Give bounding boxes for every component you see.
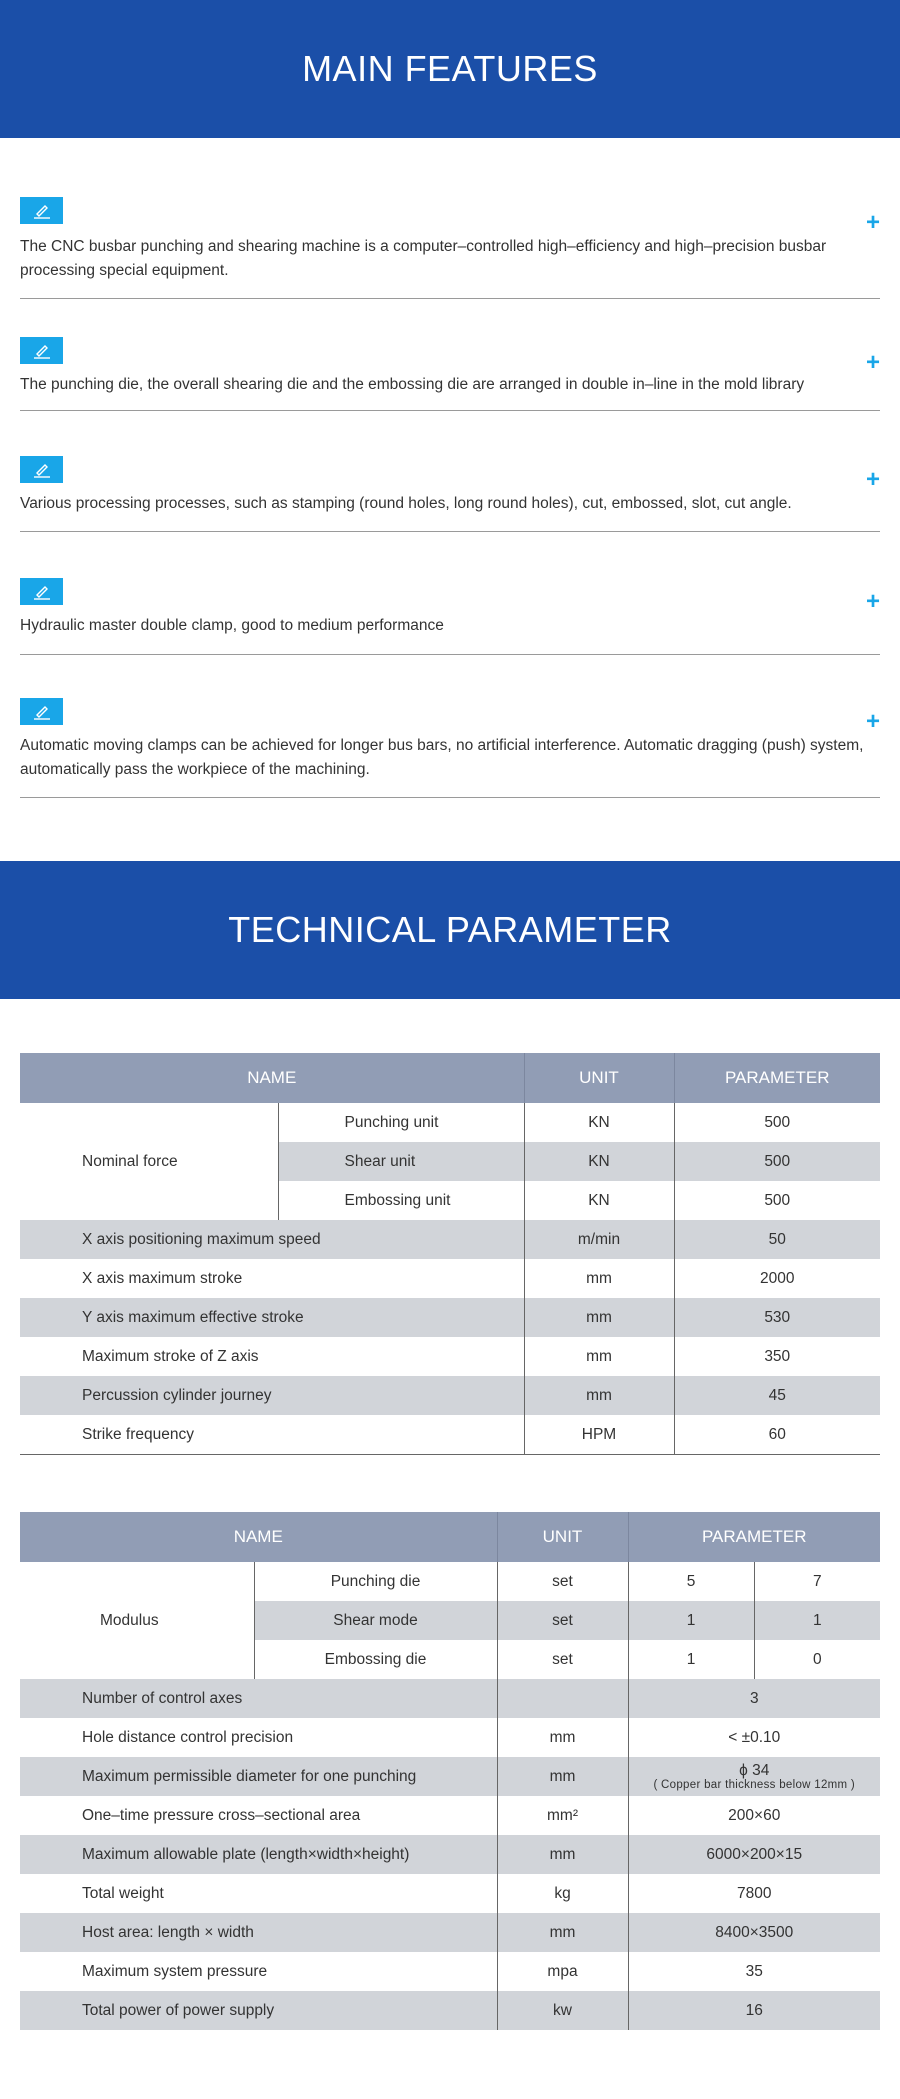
edit-icon [20,698,63,725]
feature-text: Various processing processes, such as stamping (round holes, long round holes), cut, embossed, slot, cut angle. [20,495,792,512]
table-row [20,1835,880,1874]
row-value: 200×60 [728,1806,781,1824]
table-row [20,1679,880,1718]
header-name: NAME [20,1512,497,1562]
parameter-table-2 [20,1512,880,2030]
row-name: Punching die [254,1562,497,1601]
table-row [20,1757,880,1796]
table-row [20,1874,880,1913]
row-value: 50 [674,1220,880,1259]
row-value: 16 [628,1991,880,2030]
group-label: Nominal force [20,1103,278,1220]
row-value: 350 [764,1347,791,1365]
row-name: Maximum system pressure [20,1952,497,1991]
row-unit: KN [524,1142,674,1181]
feature-item [20,456,880,532]
row-unit: kg [497,1874,628,1913]
header-unit: UNIT [497,1512,628,1562]
row-name: Total power of power supply [20,1991,497,2030]
table-header-row [20,1512,880,1562]
row-name: Host area: length × width [20,1913,497,1952]
row-value: 0 [812,1650,822,1668]
table-row [20,1337,880,1376]
row-unit: mm [524,1376,674,1415]
row-unit: mpa [497,1952,628,1991]
table-row [20,1913,880,1952]
feature-text: The punching die, the overall shearing die and the embossing die are arranged in double in–line in the mold library [20,376,805,393]
row-value: 1 [628,1601,754,1640]
expand-icon[interactable]: + [865,708,880,735]
row-name: Maximum stroke of Z axis [20,1337,524,1376]
row-name: Embossing unit [278,1181,524,1220]
row-name: Strike frequency [20,1415,524,1455]
row-name: Number of control axes [20,1679,497,1718]
expand-icon[interactable]: + [865,588,880,615]
row-name: X axis positioning maximum speed [20,1220,524,1259]
table-row [20,1259,880,1298]
row-unit: mm [497,1718,628,1757]
row-name: Shear mode [254,1601,497,1640]
row-unit: mm [497,1835,628,1874]
feature-text: Hydraulic master double clamp, good to medium performance [20,617,444,634]
row-value: 45 [674,1376,880,1415]
table-row [20,1796,880,1835]
row-value: 1 [754,1601,880,1640]
row-unit: mm [497,1913,628,1952]
row-value: 3 [628,1679,880,1718]
row-value: 7800 [737,1884,772,1902]
row-value: 530 [674,1298,880,1337]
row-name: X axis maximum stroke [20,1259,524,1298]
row-unit: mm [524,1337,674,1376]
row-unit: HPM [524,1415,674,1455]
header-name: NAME [20,1053,524,1103]
table-row [20,1376,880,1415]
row-unit: kw [497,1991,628,2030]
row-name: Total weight [20,1874,497,1913]
edit-icon [20,337,63,364]
expand-icon[interactable]: + [865,466,880,493]
row-value: 500 [764,1191,791,1209]
table-row [20,1991,880,2030]
features-list [0,138,900,861]
table-row [20,1562,880,1601]
row-unit: mm [524,1298,674,1337]
row-name: Maximum allowable plate (length×width×height) [20,1835,497,1874]
table-row [20,1415,880,1455]
feature-text: Automatic moving clamps can be achieved for longer bus bars, no artificial interference. Automatic dragging (push) system, automatically pass the workpiece of the machining. [20,737,864,778]
row-name: Percussion cylinder journey [20,1376,524,1415]
row-value-cell [628,1757,880,1796]
row-value: 1 [628,1640,754,1679]
row-value: 6000×200×15 [628,1835,880,1874]
table-row [20,1952,880,1991]
row-name: Shear unit [278,1142,524,1181]
technical-parameter-title: TECHNICAL PARAMETER [228,909,672,950]
row-unit: mm [497,1757,628,1796]
feature-text: The CNC busbar punching and shearing machine is a computer–controlled high–efficiency and high–precision busbar processing special equipment. [20,238,827,279]
row-unit: m/min [524,1220,674,1259]
row-value: 2000 [760,1269,795,1287]
row-name: Punching unit [278,1103,524,1142]
row-name: Embossing die [254,1640,497,1679]
row-unit [497,1679,628,1718]
parameter-table-1 [20,1053,880,1455]
header-parameter: PARAMETER [674,1053,880,1103]
table-header-row [20,1053,880,1103]
row-unit: set [497,1601,628,1640]
row-value: 60 [674,1415,880,1455]
header-unit: UNIT [524,1053,674,1103]
row-name: One–time pressure cross–sectional area [20,1796,497,1835]
main-features-banner [0,0,900,138]
row-value: 500 [674,1142,880,1181]
table-row [20,1103,880,1142]
edit-icon [20,456,63,483]
table-row [20,1298,880,1337]
row-value: 8400×3500 [628,1913,880,1952]
edit-icon [20,197,63,224]
row-name: Y axis maximum effective stroke [20,1298,524,1337]
row-value: 500 [764,1113,791,1131]
row-name: Maximum permissible diameter for one punching [20,1757,497,1796]
row-unit: KN [524,1181,674,1220]
feature-item [20,578,880,655]
expand-icon[interactable]: + [865,349,880,376]
row-value: 35 [745,1962,763,1980]
row-value-note: ( Copper bar thickness below 12mm ) [653,1778,856,1791]
row-name: Hole distance control precision [20,1718,497,1757]
row-unit: set [497,1562,628,1601]
expand-icon[interactable]: + [865,209,880,236]
edit-icon [20,578,63,605]
group-label: Modulus [20,1562,254,1679]
row-unit: set [497,1640,628,1679]
table-row [20,1718,880,1757]
row-value: ϕ 34 [739,1761,770,1779]
table-row [20,1220,880,1259]
feature-item [20,698,880,798]
row-value: 7 [812,1572,822,1590]
technical-parameter-banner [0,861,900,999]
feature-item [20,337,880,411]
row-unit: KN [524,1103,674,1142]
row-unit: mm [524,1259,674,1298]
main-features-title: MAIN FEATURES [302,48,598,89]
row-value: 5 [628,1562,754,1601]
feature-item [20,197,880,299]
row-unit: mm² [497,1796,628,1835]
header-parameter: PARAMETER [628,1512,880,1562]
row-value: < ±0.10 [728,1728,781,1746]
